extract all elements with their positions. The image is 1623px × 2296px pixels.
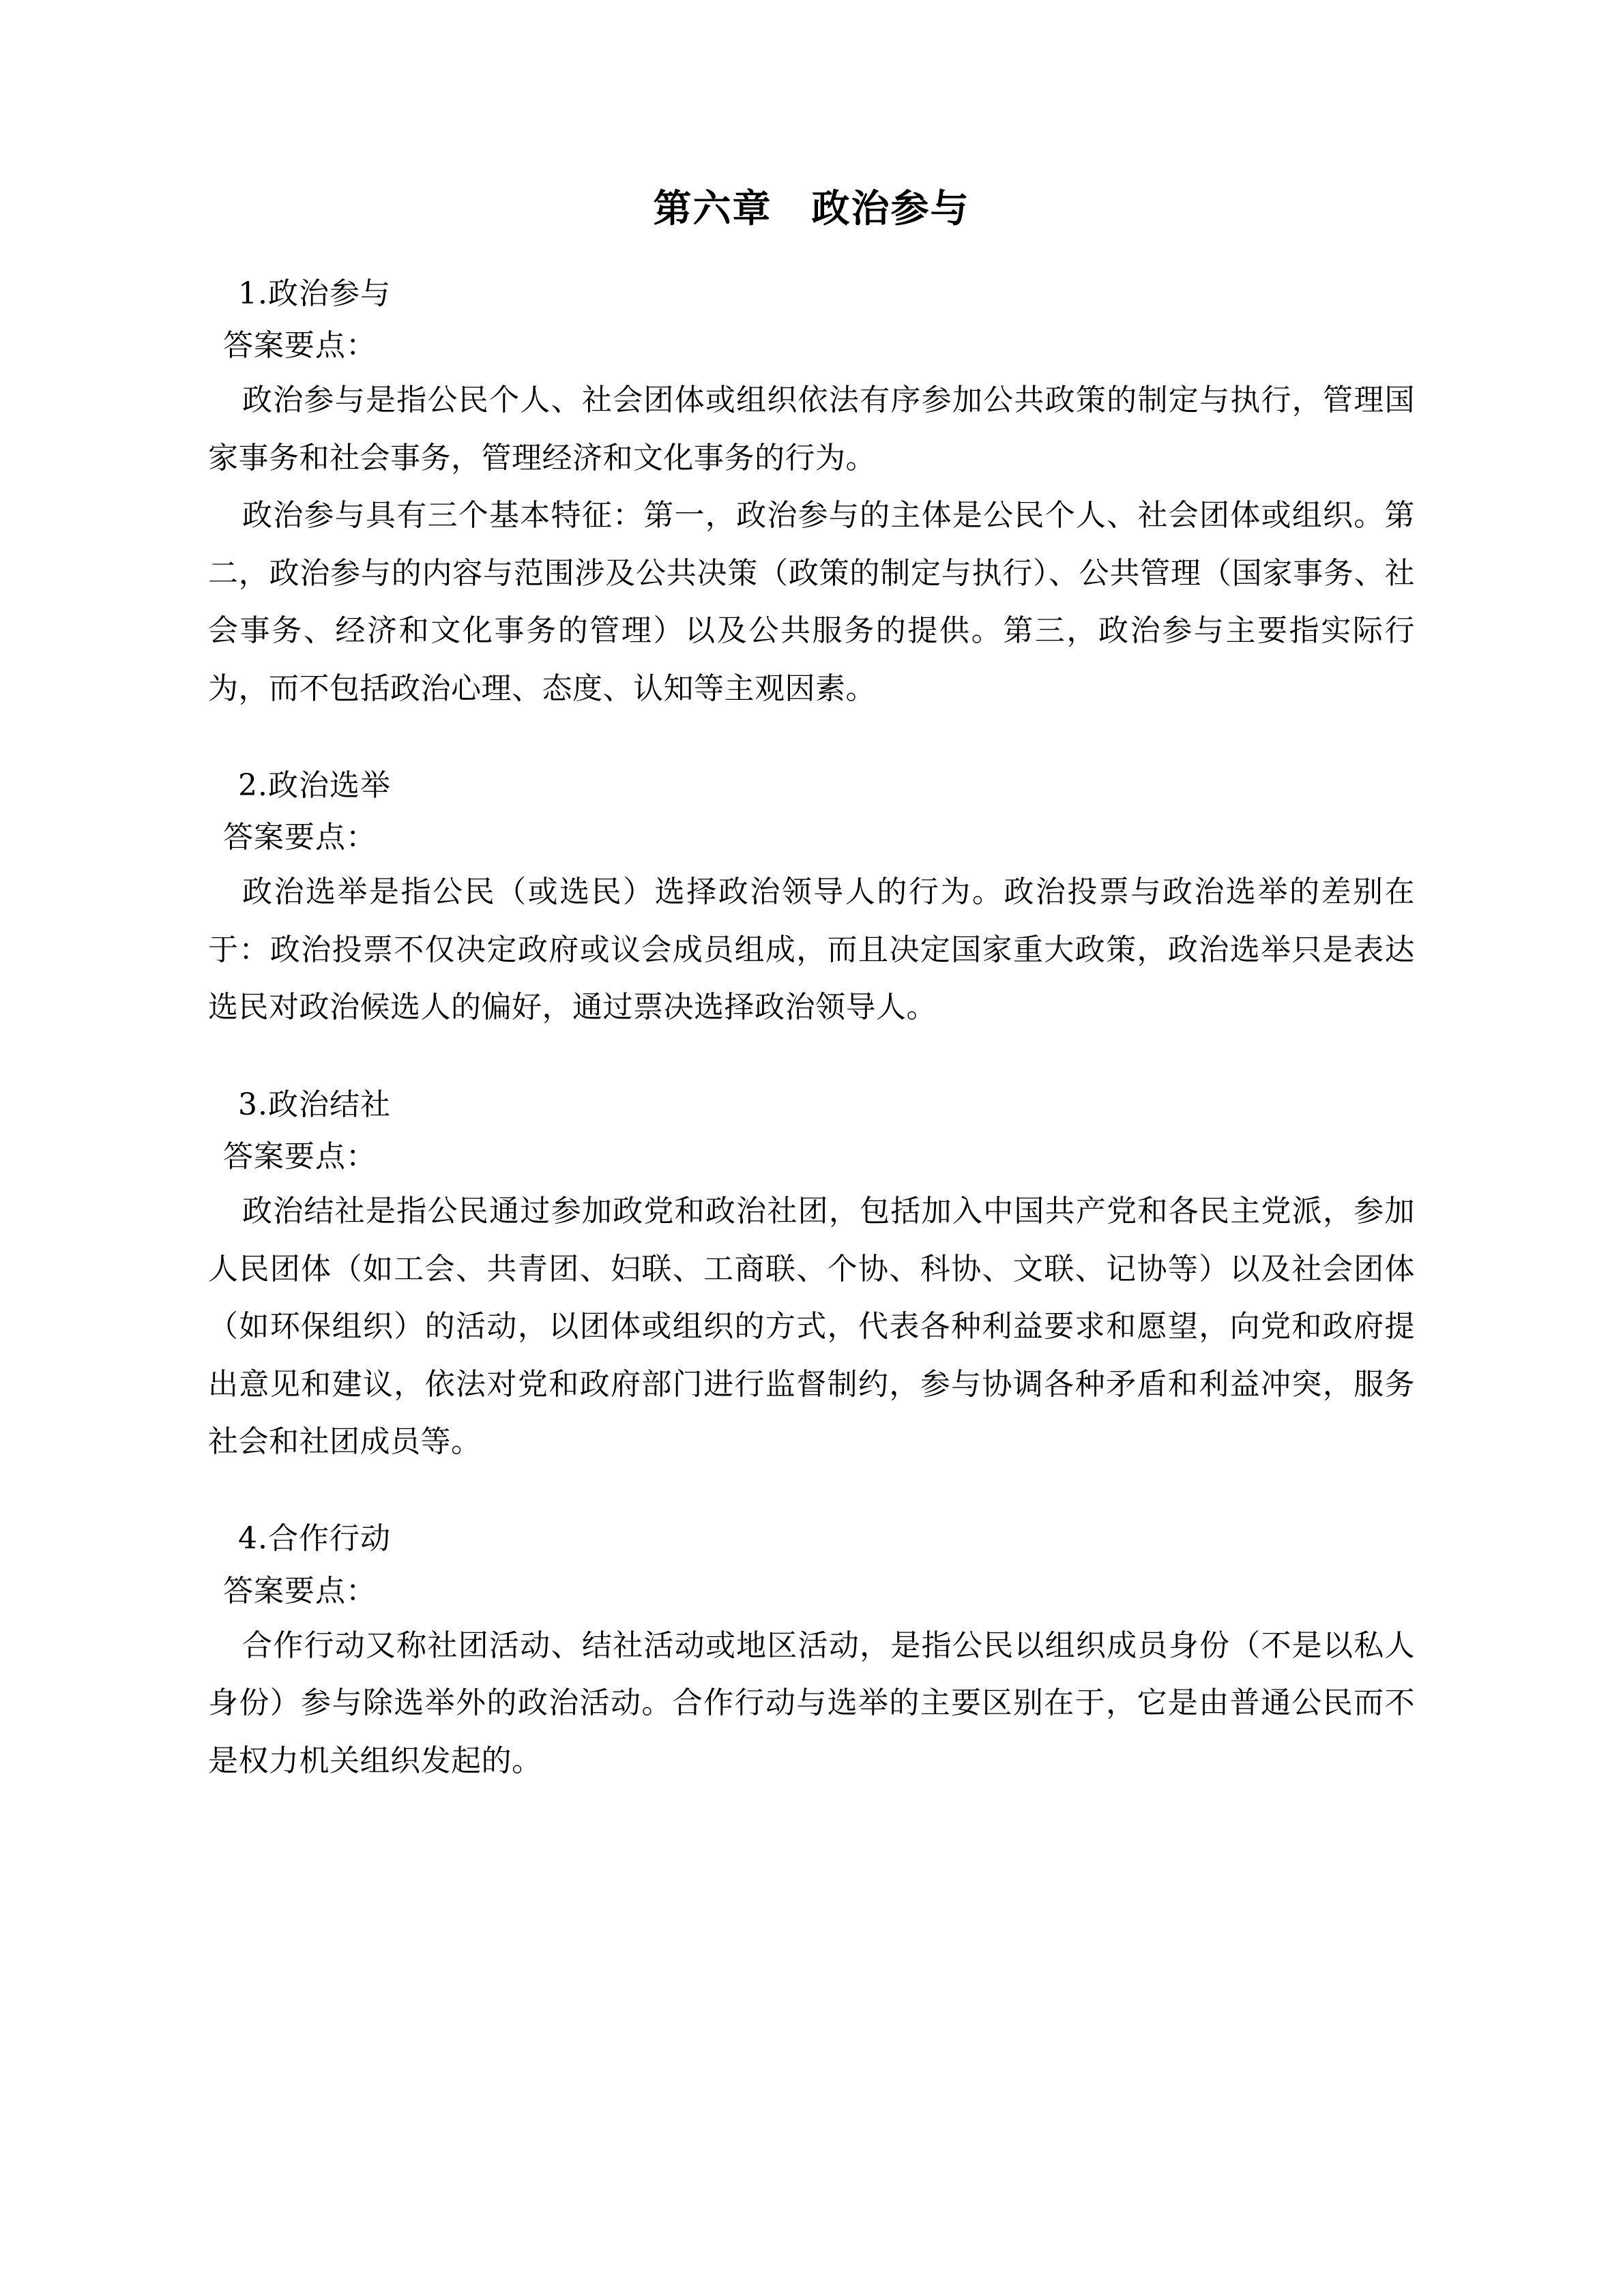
section-heading: 1.政治参与: [238, 276, 391, 311]
page-title: 第六章 政治参与: [653, 186, 970, 231]
paragraph: 政治选举是指公民（或选民）选择政治领导人的行为。政治投票与政治选举的差别在于：政治投票不仅决定政府或议会成员组成，而且决定国家重大政策，政治选举只是表达选民对政治候选人的偏好，通过票决选择政治领导人。: [208, 874, 1415, 1025]
answer-label: 答案要点：: [223, 820, 377, 855]
section-heading: 2.政治选举: [238, 767, 391, 803]
answer-label: 答案要点：: [223, 327, 377, 363]
section-2: [208, 763, 1415, 1037]
section-4: [208, 1516, 1415, 1790]
section-spacer: [208, 1471, 1415, 1516]
section-1: [208, 271, 1415, 718]
paragraph: 政治参与是指公民个人、社会团体或组织依法有序参加公共政策的制定与执行，管理国家事务和社会事务，管理经济和文化事务的行为。: [208, 383, 1415, 475]
section-heading: 4.合作行动: [238, 1521, 391, 1557]
paragraph: 合作行动又称社团活动、结社活动或地区活动，是指公民以组织成员身份（不是以私人身份）参与除选举外的政治活动。合作行动与选举的主要区别在于，它是由普通公民而不是权力机关组织发起的。: [208, 1628, 1415, 1778]
section-3: [208, 1082, 1415, 1471]
paragraph: 政治结社是指公民通过参加政党和政治社团，包括加入中国共产党和各民主党派，参加人民团体（如工会、共青团、妇联、工商联、个协、科协、文联、记协等）以及社会团体（如环保组织）的活动，以团体或组织的方式，代表各种利益要求和愿望，向党和政府提出意见和建议，依法对党和政府部门进行监督制约，参与协调各种矛盾和利益冲突，服务社会和社团成员等。: [208, 1194, 1415, 1460]
answer-label: 答案要点：: [223, 1138, 377, 1174]
section-spacer: [208, 718, 1415, 763]
section-spacer: [208, 1037, 1415, 1082]
paragraph: 政治参与具有三个基本特征：第一，政治参与的主体是公民个人、社会团体或组织。第二，政治参与的内容与范围涉及公共决策（政策的制定与执行）、公共管理（国家事务、社会事务、经济和文化事务的管理）以及公共服务的提供。第三，政治参与主要指实际行为，而不包括政治心理、态度、认知等主观因素。: [208, 498, 1415, 706]
answer-label: 答案要点：: [223, 1573, 377, 1608]
section-heading: 3.政治结社: [238, 1087, 391, 1122]
